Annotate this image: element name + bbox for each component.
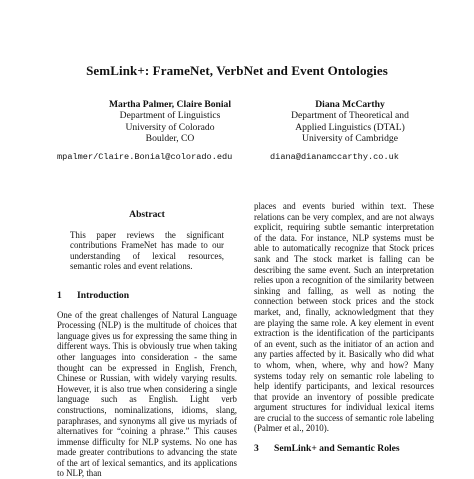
section-title: SemLink+ and Semantic Roles xyxy=(274,443,400,455)
author-block-colorado xyxy=(70,99,270,145)
paper-title: SemLink+: FrameNet, VerbNet and Event Ontologies xyxy=(86,63,388,78)
left-column xyxy=(57,210,237,479)
body-paragraph: places and events buried within text. These relations can be very complex, and are not always explicit, requiring subtle semantic interpretation of the data. For instance, NLP systems must be able to automatically recognize that Stock prices sank and The stock market is falling can be describing the same event. Such an interpretation relies upon a recognition of the similarity between sinking and falling, as well as noting the connection between stock prices and the stock market, and, finally, acknowledgment that they are playing the same role. A key element in event extraction is the identification of the participants of an event, such as the initiator of an action and any parties affected by it. Basically who did what to whom, when, where, why and how? Many systems today rely on semantic role labeling to help identify participants, and lexical resources that provide an inventory of possible predicate argument structures for individual lexical items are crucial to the success of semantic role labeling (Palmer et al., 2010). xyxy=(254,201,434,434)
section-number: 3 xyxy=(254,443,259,455)
author-department-line2: Applied Linguistics (DTAL) xyxy=(295,121,405,133)
author-university: University of Cambridge xyxy=(302,133,398,145)
abstract-heading: Abstract xyxy=(129,209,165,220)
section-number: 1 xyxy=(57,289,62,301)
author-email: mpalmer/Claire.Bonial@colorado.edu xyxy=(57,152,233,162)
author-names: Martha Palmer, Claire Bonial xyxy=(108,99,232,110)
author-city: Boulder, CO xyxy=(145,133,195,145)
author-name: Diana McCarthy xyxy=(315,99,385,110)
author-department: Department of Linguistics xyxy=(119,110,221,122)
author-block-cambridge xyxy=(250,99,450,145)
author-university: University of Colorado xyxy=(125,121,215,133)
introduction-text: One of the great challenges of Natural Language Processing (NLP) is the multitude of choices that language gives us for expressing the same thing in different ways. This is obviously true when taking other languages into consideration - the same thought can be expressed in English, French, Chinese or Russian, with widely varying results. However, it is also true when considering a single language such as English. Light verb constructions, nominalizations, idioms, slang, paraphrases, and synonyms all give us myriads of alternatives for “coining a phrase.” This causes immense difficulty for NLP systems. No one has made greater contributions to advancing the state of the art of lexical semantics, and its applications to NLP, than xyxy=(57,309,237,479)
right-column xyxy=(254,201,434,463)
abstract-text: This paper reviews the significant contributions FrameNet has made to our understanding of lexical resources, semantic roles and event relations. xyxy=(70,229,224,272)
section-heading xyxy=(57,291,237,302)
author-department: Department of Theoretical and xyxy=(291,110,409,122)
author-email: diana@dianamccarthy.co.uk xyxy=(270,152,399,162)
section-heading xyxy=(254,444,434,455)
section-title: Introduction xyxy=(77,289,130,301)
